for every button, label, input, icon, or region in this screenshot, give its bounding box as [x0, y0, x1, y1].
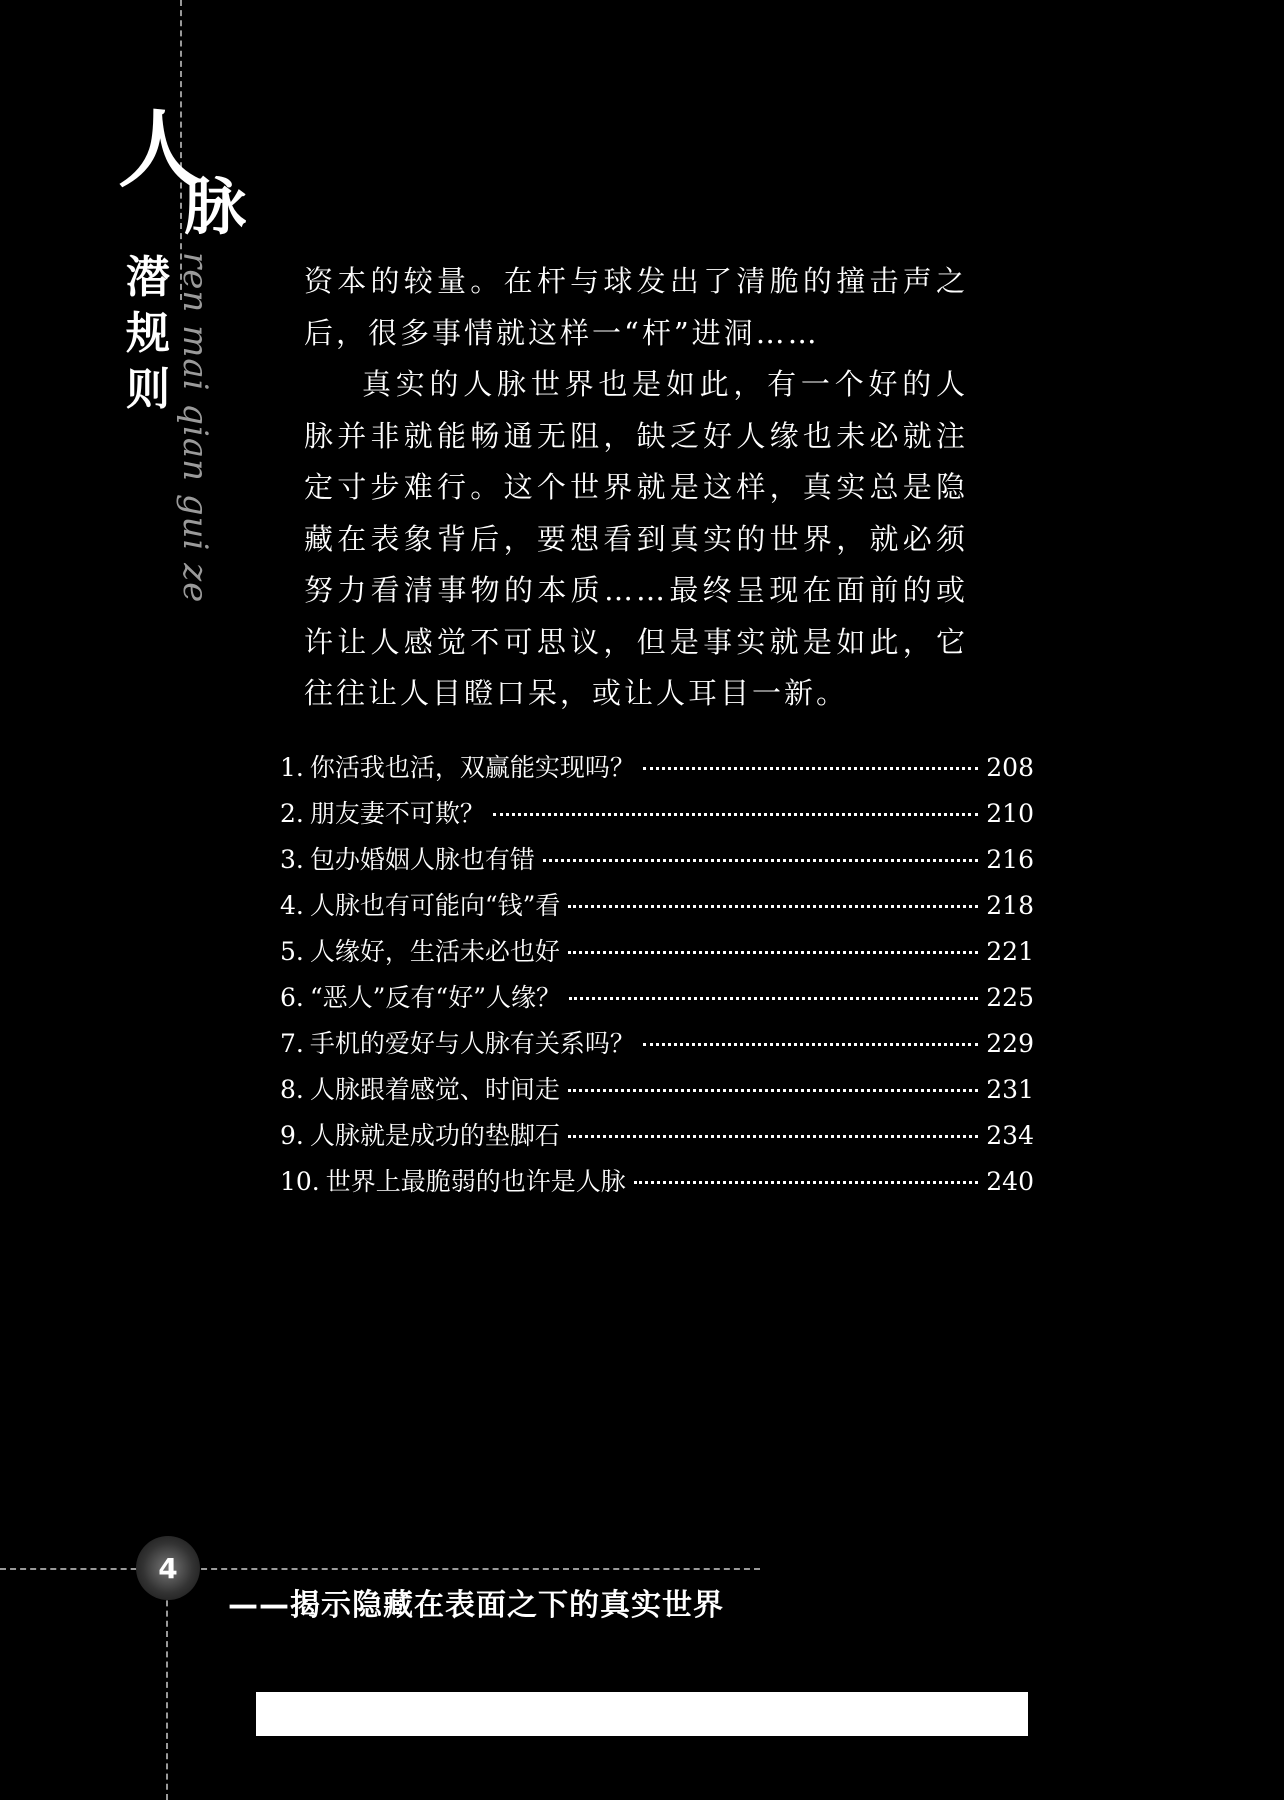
toc-page-number: 229	[986, 1029, 1034, 1058]
toc-leader-dots	[643, 767, 978, 770]
toc-page-number: 216	[986, 845, 1034, 874]
toc-entry[interactable]	[280, 1024, 1034, 1070]
toc-leader-dots	[569, 997, 978, 1000]
page-number: 4	[158, 1551, 178, 1585]
toc-title: 人脉也有可能向“钱”看	[309, 891, 561, 920]
toc-number: 10.	[280, 1167, 320, 1196]
toc-leader-dots	[643, 1043, 978, 1046]
toc-leader-dots	[568, 1135, 978, 1138]
toc-leader-dots	[493, 813, 978, 816]
toc-page-number: 218	[986, 891, 1034, 920]
toc-entry[interactable]	[280, 886, 1034, 932]
toc-title: 人缘好，生活未必也好	[309, 937, 560, 966]
toc-number: 9.	[280, 1121, 304, 1150]
toc-title: 世界上最脆弱的也许是人脉	[325, 1167, 626, 1196]
footer-white-bar	[256, 1692, 1028, 1736]
toc-leader-dots	[568, 905, 978, 908]
toc-title: “恶人”反有“好”人缘？	[309, 983, 561, 1012]
toc-entry[interactable]	[280, 932, 1034, 978]
toc-number: 7.	[280, 1029, 304, 1058]
vertical-title-char: 规	[126, 308, 170, 359]
toc-title: 你活我也活，双赢能实现吗？	[309, 753, 635, 782]
toc-leader-dots	[568, 951, 978, 954]
toc-page-number: 208	[986, 753, 1034, 782]
toc-number: 8.	[280, 1075, 304, 1104]
header-big-char-ren: 人	[118, 101, 203, 199]
toc-title: 人脉跟着感觉、时间走	[309, 1075, 560, 1104]
toc-entry[interactable]	[280, 1070, 1034, 1116]
header-pinyin: ren mai qian gui ze	[175, 252, 215, 604]
toc-page-number: 225	[986, 983, 1034, 1012]
toc-number: 6.	[280, 983, 304, 1012]
bottom-dashed-guide	[166, 1580, 168, 1800]
toc-entry[interactable]	[280, 978, 1034, 1024]
header-vertical-title	[120, 250, 176, 418]
toc-title: 朋友妻不可欺？	[309, 799, 485, 828]
toc-leader-dots	[568, 1089, 978, 1092]
toc-number: 5.	[280, 937, 304, 966]
footer-dashed-guide	[0, 1568, 760, 1570]
toc-number: 2.	[280, 799, 304, 828]
intro-text	[304, 256, 968, 720]
toc-number: 3.	[280, 845, 304, 874]
toc-title: 手机的爱好与人脉有关系吗？	[309, 1029, 635, 1058]
toc-entry[interactable]	[280, 794, 1034, 840]
toc-title: 包办婚姻人脉也有错	[309, 845, 535, 874]
toc-page-number: 210	[986, 799, 1034, 828]
table-of-contents	[280, 748, 1034, 1208]
vertical-title-char: 则	[126, 364, 170, 415]
header-big-char-mai: 脉	[184, 170, 247, 243]
footer-subtitle: ——揭示隐藏在表面之下的真实世界	[228, 1588, 724, 1623]
intro-paragraph-2: 真实的人脉世界也是如此，有一个好的人脉并非就能畅通无阻，缺乏好人缘也未必就注定寸步难行。这个世界就是这样，真实总是隐藏在表象背后，要想看到真实的世界，就必须努力看清事物的本质……最终呈现在面前的或许让人感觉不可思议，但是事实就是如此，它往往让人目瞪口呆，或让人耳目一新。	[304, 367, 968, 710]
toc-page-number: 240	[986, 1167, 1034, 1196]
page-number-badge	[136, 1536, 200, 1600]
toc-entry[interactable]	[280, 840, 1034, 886]
intro-paragraph-1: 资本的较量。在杆与球发出了清脆的撞击声之后，很多事情就这样一“杆”进洞……	[304, 264, 968, 350]
toc-page-number: 234	[986, 1121, 1034, 1150]
vertical-title-char: 潜	[126, 252, 170, 303]
toc-entry[interactable]	[280, 1162, 1034, 1208]
toc-leader-dots	[634, 1181, 979, 1184]
toc-number: 1.	[280, 753, 304, 782]
toc-entry[interactable]	[280, 748, 1034, 794]
toc-title: 人脉就是成功的垫脚石	[309, 1121, 560, 1150]
toc-leader-dots	[543, 859, 978, 862]
toc-page-number: 231	[986, 1075, 1034, 1104]
toc-entry[interactable]	[280, 1116, 1034, 1162]
toc-page-number: 221	[986, 937, 1034, 966]
toc-number: 4.	[280, 891, 304, 920]
